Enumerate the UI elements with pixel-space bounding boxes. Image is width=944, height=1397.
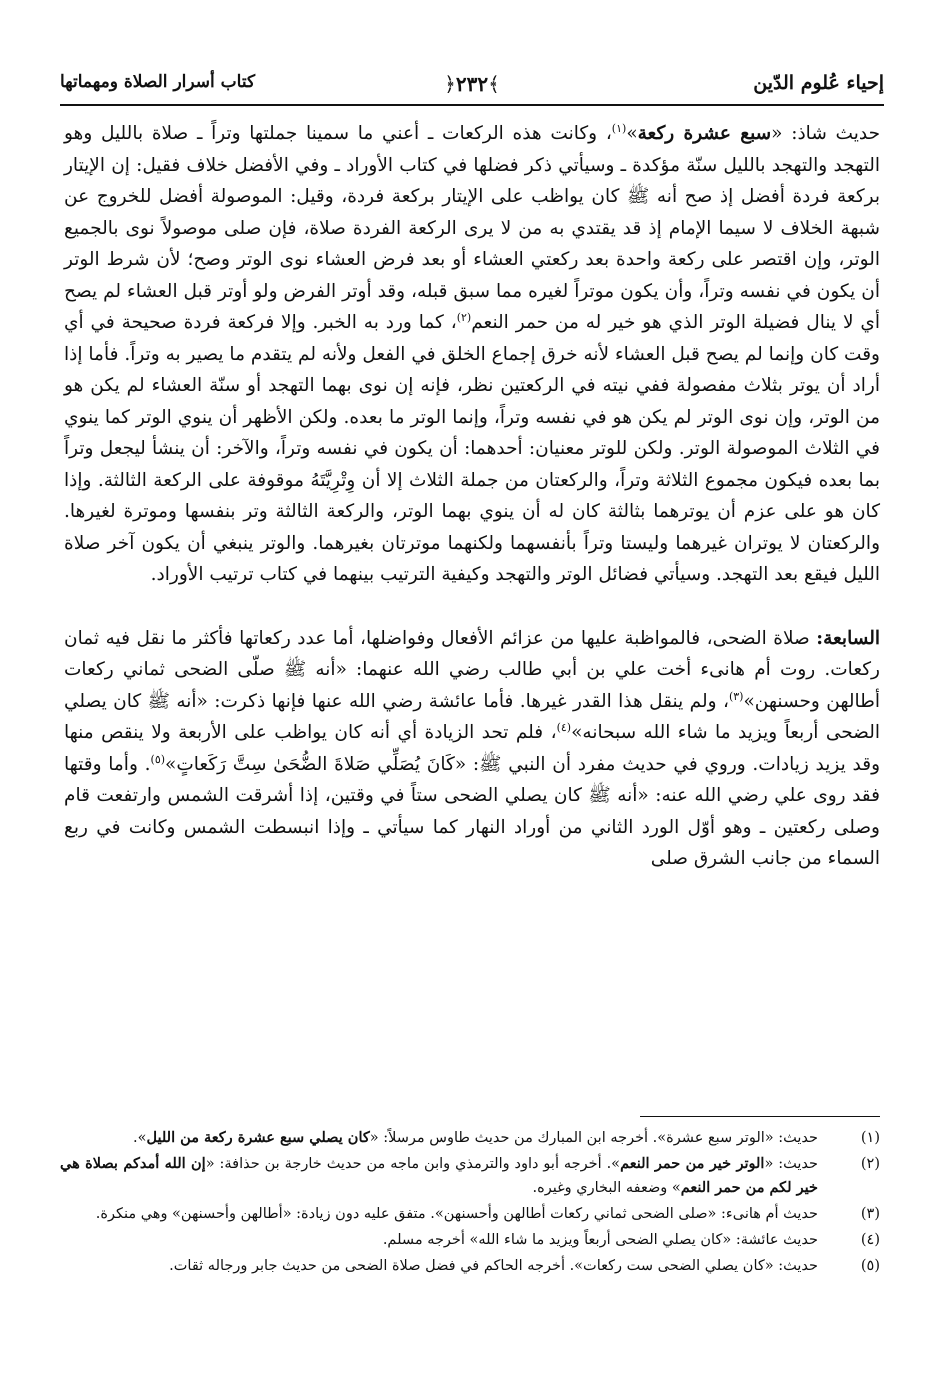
footnote-ref: (٢) xyxy=(456,310,472,324)
text-run: » وضعفه البخاري وغيره. xyxy=(532,1180,681,1196)
footnote-item xyxy=(60,1126,880,1150)
emphasis-text: سبع عشرة ركعة xyxy=(637,123,772,144)
footnote-item xyxy=(60,1254,880,1278)
footnote-number: (٥) xyxy=(860,1258,880,1274)
footnote-rule xyxy=(640,1116,880,1117)
footnote-ref: (٣) xyxy=(728,689,744,703)
text-run: ، ولم ينقل هذا القدر غيرها. فأما عائشة رضي الله عنها فإنها ذكرت: «أنه ﷺ كان يصلي الضحى أربعاً ويزيد ما شاء الله سبحانه» xyxy=(64,690,880,743)
book-title: إحياء عُلوم الدّين xyxy=(753,72,884,94)
page-number: ﴿٢٣٢﴾ xyxy=(444,72,500,96)
header-rule xyxy=(60,104,884,106)
footnote-number: (٢) xyxy=(860,1156,880,1172)
text-run: » xyxy=(626,123,638,144)
footnote-item xyxy=(60,1152,880,1200)
main-text xyxy=(64,118,880,875)
text-run: حديث: « xyxy=(764,1156,819,1172)
text-run: حديث عائشة: «كان يصلي الضحى أربعاً ويزيد ما شاء الله» أخرجه مسلم. xyxy=(382,1232,818,1248)
text-run: صلاة الضحى، فالمواظبة عليها من عزائم الأفعال وفواضلها، أما عدد ركعاتها فأكثر ما نقل فيه ثمان ركعات. روت أم هانىء أخت علي بن أبي طالب رضي الله عنهما: «أنه ﷺ صلّى الضحى ثماني ركعات أطالهن وحسنهن» xyxy=(64,627,880,712)
footnote-ref: (٥) xyxy=(150,752,166,766)
chapter-title: كتاب أسرار الصلاة ومهماتها xyxy=(60,72,256,92)
footnote-ref: (١) xyxy=(611,121,627,135)
emphasis-text: الوتر خير من حمر النعم xyxy=(620,1155,765,1172)
footnote-ref: (٤) xyxy=(556,720,572,734)
text-run: حديث أم هانىء: «صلى الضحى ثماني ركعات أطالهن وأحسنهن». متفق عليه دون زيادة: «أطالهن وأحسنهن» وهي منكرة. xyxy=(95,1206,818,1222)
emphasis-text: كان يصلي سبع عشرة ركعة من الليل xyxy=(146,1129,370,1146)
emphasis-text: إن الله أمدكم بصلاة هي خير لكم من حمر النعم xyxy=(60,1155,818,1196)
paragraph-witr xyxy=(64,118,880,591)
page-number-value: ٢٣٢ xyxy=(455,72,489,96)
text-run: ، وكانت هذه الركعات ـ أعني ما سمينا جملتها وتراً ـ صلاة بالليل وهو التهجد والتهجد بالليل سنّة مؤكدة ـ وسيأتي ذكر فضلها في كتاب الأوراد ـ وفي الأفضل خلاف فقيل: إن الإيتار بركعة فردة أفضل إذ صح أنه ﷺ كان يواظب على الإيتار بركعة فردة، وقيل: الموصولة أفضل للخروج عن شبهة الخلاف لا سيما الإمام إذ قد يقتدي به من لا يرى الركعة الفردة صلاة، فإن صلى موصولاً نوى بالجميع الوتر، وإن اقتصر على ركعة واحدة بعد ركعتي العشاء أو بعد فرض العشاء نوى الوتر وصح؛ لأن شرط الوتر أن يكون في نفسه وتراً، وأن يكون موتراً لغيره مما سبق قبله، وقد أوتر الفرض ولو أوتر قبل العشاء لم يصح أي لا ينال فضيلة الوتر الذي هو خير له من حمر النعم xyxy=(64,123,881,333)
footnote-item xyxy=(60,1202,880,1226)
emphasis-text: السابعة: xyxy=(816,627,880,649)
text-run: ». أخرجه أبو داود والترمذي وابن ماجه من حديث خارجة بن حذافة: « xyxy=(205,1156,621,1172)
paragraph-duha xyxy=(64,623,880,875)
footnote-number: (١) xyxy=(860,1130,880,1146)
footnote-number: (٣) xyxy=(860,1206,880,1222)
text-run: حديث: «كان يصلي الضحى ست ركعات». أخرجه الحاكم في فضل صلاة الضحى من حديث جابر ورجاله ثقات. xyxy=(169,1258,818,1274)
text-run: حديث شاذ: « xyxy=(771,123,881,144)
page-header xyxy=(60,72,884,102)
text-run: . وأما وقتها فقد روى علي رضي الله عنه: «أنه ﷺ كان يصلي الضحى ستاً في وقتين، إذا أشرقت الشمس وارتفعت قام وصلى ركعتين ـ وهو أوّل الورد الثاني من أوراد النهار كما سيأتي ـ وإذا انبسطت الشمس وكانت في ربع السماء من جانب الشرق صلى xyxy=(64,753,880,869)
text-run: ». xyxy=(133,1130,147,1146)
footnote-item xyxy=(60,1228,880,1252)
text-run: ، كما ورد به الخبر. وإلا فركعة فردة صحيحة في أي وقت كان وإنما لم يصح قبل العشاء لأنه خرق إجماع الخلق في الفعل ولأنه لم يتقدم ما يصير به وتراً. فأما إذا أراد أن يوتر بثلاث مفصولة ففي نيته في الركعتين نظر، فإنه إن نوى بهما التهجد أو سنّة العشاء لم يكن هو من الوتر، وإن نوى الوتر لم يكن هو في نفسه وتراً، وإنما الوتر ما بعده. ولكن الأظهر أن ينوي الوتر كما ينوي في الثلاث الموصولة الوتر. ولكن للوتر معنيان: أحدهما: أن يكون في نفسه وتراً، والآخر: أن ينشأ ليجعل وتراً بما بعده فيكون مجموع الثلاثة وتراً، والركعتان من جملة الثلاث إلا أن وِتْرِيَّتَهُ موقوفة على الركعة الثالثة. وإذا كان هو على عزم أن يوترهما بثالثة كان له أن ينوي بهما الوتر، والركعة الثالثة وتر بنفسها وموترة لغيرها. والركعتان لا يوتران غيرهما وليستا وتراً بأنفسهما ولكنهما موترتان بغيرهما. والوتر ينبغي أن يكون آخر صلاة الليل فيقع بعد التهجد. وسيأتي فضائل الوتر والتهجد وكيفية الترتيب بينهما في كتاب ترتيب الأوراد. xyxy=(64,312,880,585)
footnotes xyxy=(60,1126,880,1280)
text-run: ، فلم تحد الزيادة أي أنه كان يواظب على الأربعة ولا ينقص منها وقد يزيد زيادات. وروي في حديث مفرد أن النبي ﷺ: «كَانَ يُصَلِّي صَلاةَ الضُّحَىٰ سِتَّ رَكَعاتٍ» xyxy=(64,722,881,775)
text-run: حديث: «الوتر سبع عشرة». أخرجه ابن المبارك من حديث طاوس مرسلاً: « xyxy=(369,1130,818,1146)
footnote-number: (٤) xyxy=(860,1232,880,1248)
